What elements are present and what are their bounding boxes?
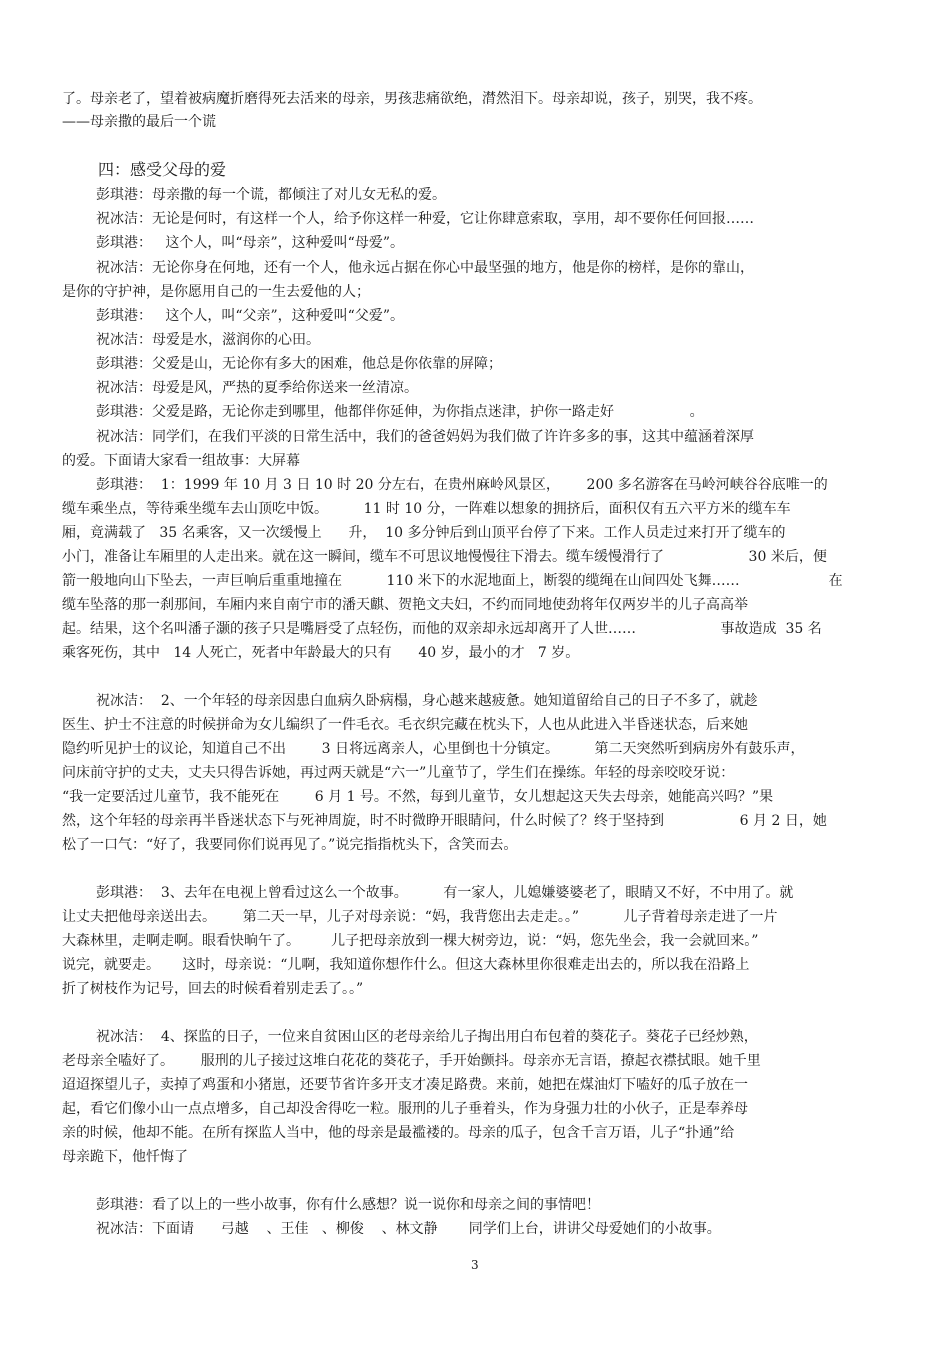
text-line: 祝冰洁： 4、探监的日子，一位来自贫困山区的老母亲给儿子掏出用白布包着的葵花子。葵花子已经炒熟， (96, 1029, 758, 1045)
text-line: 乘客死伤，其中 14 人死亡，死者中年龄最大的只有 40 岁，最小的才 7 岁。 (62, 645, 580, 661)
text-line: 彭琪港：父爱是路，无论你走到哪里，他都伴你延伸，为你指点迷津，护你一路走好 。 (96, 404, 704, 420)
text-line: 折了树枝作为记号，回去的时候看着别走丢了。。” (62, 981, 364, 997)
text-line: 小门，准备让车厢里的人走出来。就在这一瞬间，缆车不可思议地慢慢往下滑去。缆车缓慢滑行了 30 米后，便 (62, 549, 827, 565)
text-line: 松了一口气：“好了，我要同你们说再见了。”说完指指枕头下，含笑而去。 (62, 837, 518, 853)
section-heading: 四：感受父母的爱 (98, 160, 227, 179)
text-line: 彭琪港：父爱是山，无论你有多大的困难，他总是你依靠的屏障； (96, 356, 502, 372)
text-line: 祝冰洁：同学们，在我们平淡的日常生活中，我们的爸爸妈妈为我们做了许许多多的事，这其中蕴涵着深厚 (96, 429, 754, 445)
text-line: 祝冰洁：无论你身在何地，还有一个人，他永远占据在你心中最坚强的地方，他是你的榜样，是你的靠山， (96, 260, 754, 276)
text-line: 祝冰洁：下面请 弓越 、王佳 、柳俊 、林文静 同学们上台，讲讲父母爱她们的小故事。 (96, 1221, 721, 1237)
text-line: 问床前守护的丈夫，丈夫只得告诉她，再过两天就是“六一”儿童节了，学生们在操练。年轻的母亲咬咬牙说： (62, 765, 735, 781)
text-line: 箭一般地向山下坠去，一声巨响后重重地撞在 110 米下的水泥地面上，断裂的缆绳在山间四处飞舞…… 在 (62, 573, 843, 589)
text-line: 起。结果，这个名叫潘子灏的孩子只是嘴唇受了点轻伤，而他的双亲却永远却离开了人世…… 事故造成 35 名 (62, 621, 822, 637)
page-number: 3 (471, 1258, 479, 1272)
text-line: 老母亲全嗑好了。 服刑的儿子接过这堆白花花的葵花子，手开始颤抖。母亲亦无言语，撩起衣襟拭眼。她千里 (62, 1053, 761, 1069)
text-line: 厢，竟满载了 35 名乘客，又一次缓慢上 升， 10 多分钟后到山顶平台停了下来。工作人员走过来打开了缆车的 (62, 525, 786, 541)
text-line: 然，这个年轻的母亲再半昏迷状态下与死神周旋，时不时微睁开眼睛问，什么时候了？终于坚持到 6 月 2 日，她 (62, 813, 827, 829)
text-line: 了。母亲老了，望着被病魔折磨得死去活来的母亲，男孩悲痛欲绝，潸然泪下。母亲却说，孩子，别哭，我不疼。 (62, 91, 762, 107)
text-line: 起，看它们像小山一点点增多，自己却没舍得吃一粒。服刑的儿子垂着头，作为身强力壮的小伙子，正是奉养母 (62, 1101, 748, 1117)
text-line: 彭琪港： 这个人，叫“父亲”，这种爱叫“父爱”。 (96, 308, 404, 324)
text-line: “我一定要活过儿童节，我不能死在 6 月 1 号。不然，每到儿童节，女儿想起这天失去母亲，她能高兴吗？”果 (62, 789, 774, 805)
text-line: 大森林里，走啊走啊。眼看快晌午了。 儿子把母亲放到一棵大树旁边，说：“妈，您先坐会，我一会就回来。” (62, 933, 759, 949)
text-line: 亲的时候，他却不能。在所有探监人当中，他的母亲是最褴褛的。母亲的瓜子，包含千言万语，儿子“扑通”给 (62, 1125, 735, 1141)
text-line: 是你的守护神，是你愿用自己的一生去爱他的人； (62, 284, 370, 300)
text-line: 祝冰洁： 2、一个年轻的母亲因患白血病久卧病榻，身心越来越疲惫。她知道留给自己的日子不多了，就趁 (96, 693, 758, 709)
text-line: 让丈夫把他母亲送出去。 第二天一早，儿子对母亲说：“妈，我背您出去走走。。” 儿子背着母亲走进了一片 (62, 909, 778, 925)
text-line: 彭琪港：看了以上的一些小故事，你有什么感想？说一说你和母亲之间的事情吧！ (96, 1197, 600, 1213)
text-line: 缆车坠落的那一刹那间，车厢内来自南宁市的潘天麒、贺艳文夫妇，不约而同地使劲将年仅两岁半的儿子高高举 (62, 597, 748, 613)
text-line: 彭琪港： 这个人，叫“母亲”，这种爱叫“母爱”。 (96, 235, 404, 251)
text-line: 说完，就要走。 这时，母亲说：“儿啊，我知道你想作什么。但这大森林里你很难走出去的，所以我在沿路上 (62, 957, 750, 973)
text-line: 彭琪港： 1：1999 年 10 月 3 日 10 时 20 分左右，在贵州麻岭风景区， 200 多名游客在马岭河峡谷谷底唯一的 (96, 477, 828, 493)
text-line: 医生、护士不注意的时候拼命为女儿编织了一件毛衣。毛衣织完藏在枕头下，人也从此进入半昏迷状态，后来她 (62, 717, 748, 733)
text-line: 彭琪港：母亲撒的每一个谎，都倾注了对儿女无私的爱。 (96, 187, 446, 203)
text-line: 隐约听见护士的议论，知道自己不出 3 日将远离亲人，心里倒也十分镇定。 第二天突然听到病房外有鼓乐声， (62, 741, 805, 757)
text-line: 的爱。下面请大家看一组故事：大屏幕 (62, 453, 300, 469)
text-line: ——母亲撒的最后一个谎 (62, 114, 216, 130)
text-line: 彭琪港： 3、去年在电视上曾看过这么一个故事。 有一家人，儿媳嫌婆婆老了，眼睛又不好，不中用了。就 (96, 885, 794, 901)
text-line: 祝冰洁：无论是何时，有这样一个人，给予你这样一种爱，它让你肆意索取，享用，却不要你任何回报…… (96, 211, 754, 227)
text-line: 祝冰洁：母爱是风，严热的夏季给你送来一丝清凉。 (96, 380, 418, 396)
text-line: 缆车乘坐点，等待乘坐缆车去山顶吃中饭。 11 时 10 分，一阵难以想象的拥挤后，面积仅有五六平方米的缆车车 (62, 501, 791, 517)
text-line: 祝冰洁：母爱是水，滋润你的心田。 (96, 332, 320, 348)
text-line: 母亲跪下，他忏悔了 (62, 1149, 188, 1165)
text-line: 迢迢探望儿子，卖掉了鸡蛋和小猪崽，还要节省许多开支才凑足路费。来前，她把在煤油灯下嗑好的瓜子放在一 (62, 1077, 748, 1093)
